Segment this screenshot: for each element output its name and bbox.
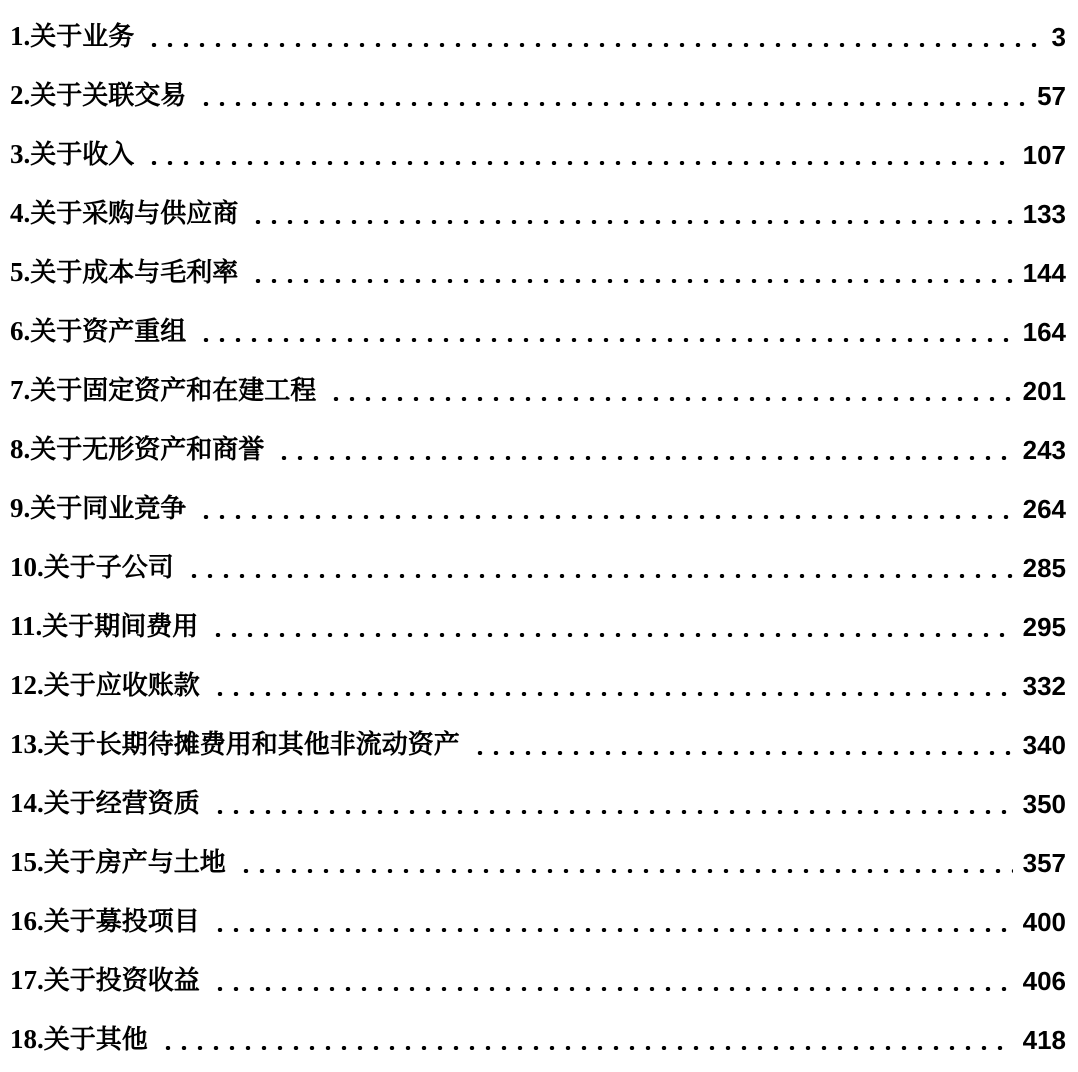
dot-leader xyxy=(212,692,1013,696)
toc-entry-6[interactable] xyxy=(10,295,1066,354)
toc-entry-number: 8. xyxy=(10,434,31,464)
dot-leader xyxy=(210,633,1012,637)
toc-entry-title: 关于期间费用 xyxy=(42,612,199,642)
toc-entry-title: 关于投资收益 xyxy=(43,966,200,996)
toc-entry-10[interactable] xyxy=(10,531,1066,590)
dot-leader xyxy=(328,397,1012,401)
dot-leader xyxy=(212,928,1013,932)
toc-entry-page: 144 xyxy=(1022,258,1066,288)
toc-entry-title: 关于成本与毛利率 xyxy=(30,258,239,288)
toc-entry-page: 357 xyxy=(1022,848,1066,878)
toc-entry-page: 285 xyxy=(1022,553,1066,583)
toc-entry-number: 2. xyxy=(10,80,31,110)
toc-entry-15[interactable] xyxy=(10,826,1066,885)
toc-entry-page: 201 xyxy=(1022,376,1066,406)
toc-entry-12[interactable] xyxy=(10,649,1066,708)
dot-leader xyxy=(186,574,1013,578)
toc-entry-page: 3 xyxy=(1051,22,1066,52)
toc-entry-page: 406 xyxy=(1022,966,1066,996)
toc-entry-page: 133 xyxy=(1022,199,1066,229)
dot-leader xyxy=(198,515,1012,519)
toc-entry-17[interactable] xyxy=(10,944,1066,1003)
toc-entry-title: 关于募投项目 xyxy=(43,907,200,937)
toc-entry-number: 15. xyxy=(10,847,44,877)
dot-leader xyxy=(250,279,1012,283)
toc-entry-page: 57 xyxy=(1037,81,1066,111)
toc-entry-5[interactable] xyxy=(10,236,1066,295)
table-of-contents xyxy=(10,0,1066,1062)
toc-entry-title: 关于应收账款 xyxy=(43,671,200,701)
toc-entry-title: 关于关联交易 xyxy=(30,81,187,111)
toc-entry-number: 5. xyxy=(10,257,31,287)
toc-entry-2[interactable] xyxy=(10,59,1066,118)
toc-entry-title: 关于采购与供应商 xyxy=(30,199,239,229)
dot-leader xyxy=(160,1046,1013,1050)
dot-leader xyxy=(276,456,1012,460)
toc-entry-number: 9. xyxy=(10,493,31,523)
toc-entry-title: 关于无形资产和商誉 xyxy=(30,435,265,465)
toc-entry-page: 107 xyxy=(1022,140,1066,170)
dot-leader xyxy=(198,102,1027,106)
toc-entry-title: 关于其他 xyxy=(43,1025,148,1055)
toc-entry-title: 关于资产重组 xyxy=(30,317,187,347)
toc-entry-7[interactable] xyxy=(10,354,1066,413)
toc-entry-title: 关于房产与土地 xyxy=(43,848,226,878)
dot-leader xyxy=(212,987,1013,991)
toc-entry-number: 13. xyxy=(10,729,44,759)
toc-entry-title: 关于同业竞争 xyxy=(30,494,187,524)
toc-entry-page: 340 xyxy=(1022,730,1066,760)
toc-entry-8[interactable] xyxy=(10,413,1066,472)
dot-leader xyxy=(146,43,1041,47)
toc-entry-number: 7. xyxy=(10,375,31,405)
toc-entry-number: 6. xyxy=(10,316,31,346)
toc-entry-title: 关于子公司 xyxy=(43,553,174,583)
dot-leader xyxy=(238,869,1013,873)
toc-entry-4[interactable] xyxy=(10,177,1066,236)
toc-entry-page: 418 xyxy=(1022,1025,1066,1055)
toc-entry-number: 18. xyxy=(10,1024,44,1054)
toc-entry-3[interactable] xyxy=(10,118,1066,177)
toc-entry-page: 400 xyxy=(1022,907,1066,937)
toc-entry-page: 350 xyxy=(1022,789,1066,819)
dot-leader xyxy=(146,161,1012,165)
toc-entry-page: 332 xyxy=(1022,671,1066,701)
toc-entry-11[interactable] xyxy=(10,590,1066,649)
dot-leader xyxy=(212,810,1013,814)
toc-entry-number: 1. xyxy=(10,21,31,51)
toc-entry-1[interactable] xyxy=(10,0,1066,59)
toc-entry-16[interactable] xyxy=(10,885,1066,944)
toc-entry-title: 关于业务 xyxy=(30,22,135,52)
toc-entry-18[interactable] xyxy=(10,1003,1066,1062)
toc-entry-title: 关于收入 xyxy=(30,140,135,170)
toc-entry-page: 264 xyxy=(1022,494,1066,524)
toc-entry-page: 295 xyxy=(1022,612,1066,642)
toc-entry-title: 关于长期待摊费用和其他非流动资产 xyxy=(43,730,460,760)
dot-leader xyxy=(198,338,1012,342)
toc-entry-number: 4. xyxy=(10,198,31,228)
toc-entry-title: 关于固定资产和在建工程 xyxy=(30,376,317,406)
dot-leader xyxy=(250,220,1012,224)
toc-entry-number: 17. xyxy=(10,965,44,995)
toc-entry-number: 16. xyxy=(10,906,44,936)
toc-entry-number: 3. xyxy=(10,139,31,169)
toc-entry-13[interactable] xyxy=(10,708,1066,767)
dot-leader xyxy=(472,751,1013,755)
toc-entry-number: 14. xyxy=(10,788,44,818)
toc-entry-page: 243 xyxy=(1022,435,1066,465)
toc-entry-title: 关于经营资质 xyxy=(43,789,200,819)
toc-entry-14[interactable] xyxy=(10,767,1066,826)
toc-entry-number: 10. xyxy=(10,552,44,582)
toc-entry-9[interactable] xyxy=(10,472,1066,531)
toc-entry-number: 11. xyxy=(10,611,43,641)
toc-entry-page: 164 xyxy=(1022,317,1066,347)
toc-entry-number: 12. xyxy=(10,670,44,700)
